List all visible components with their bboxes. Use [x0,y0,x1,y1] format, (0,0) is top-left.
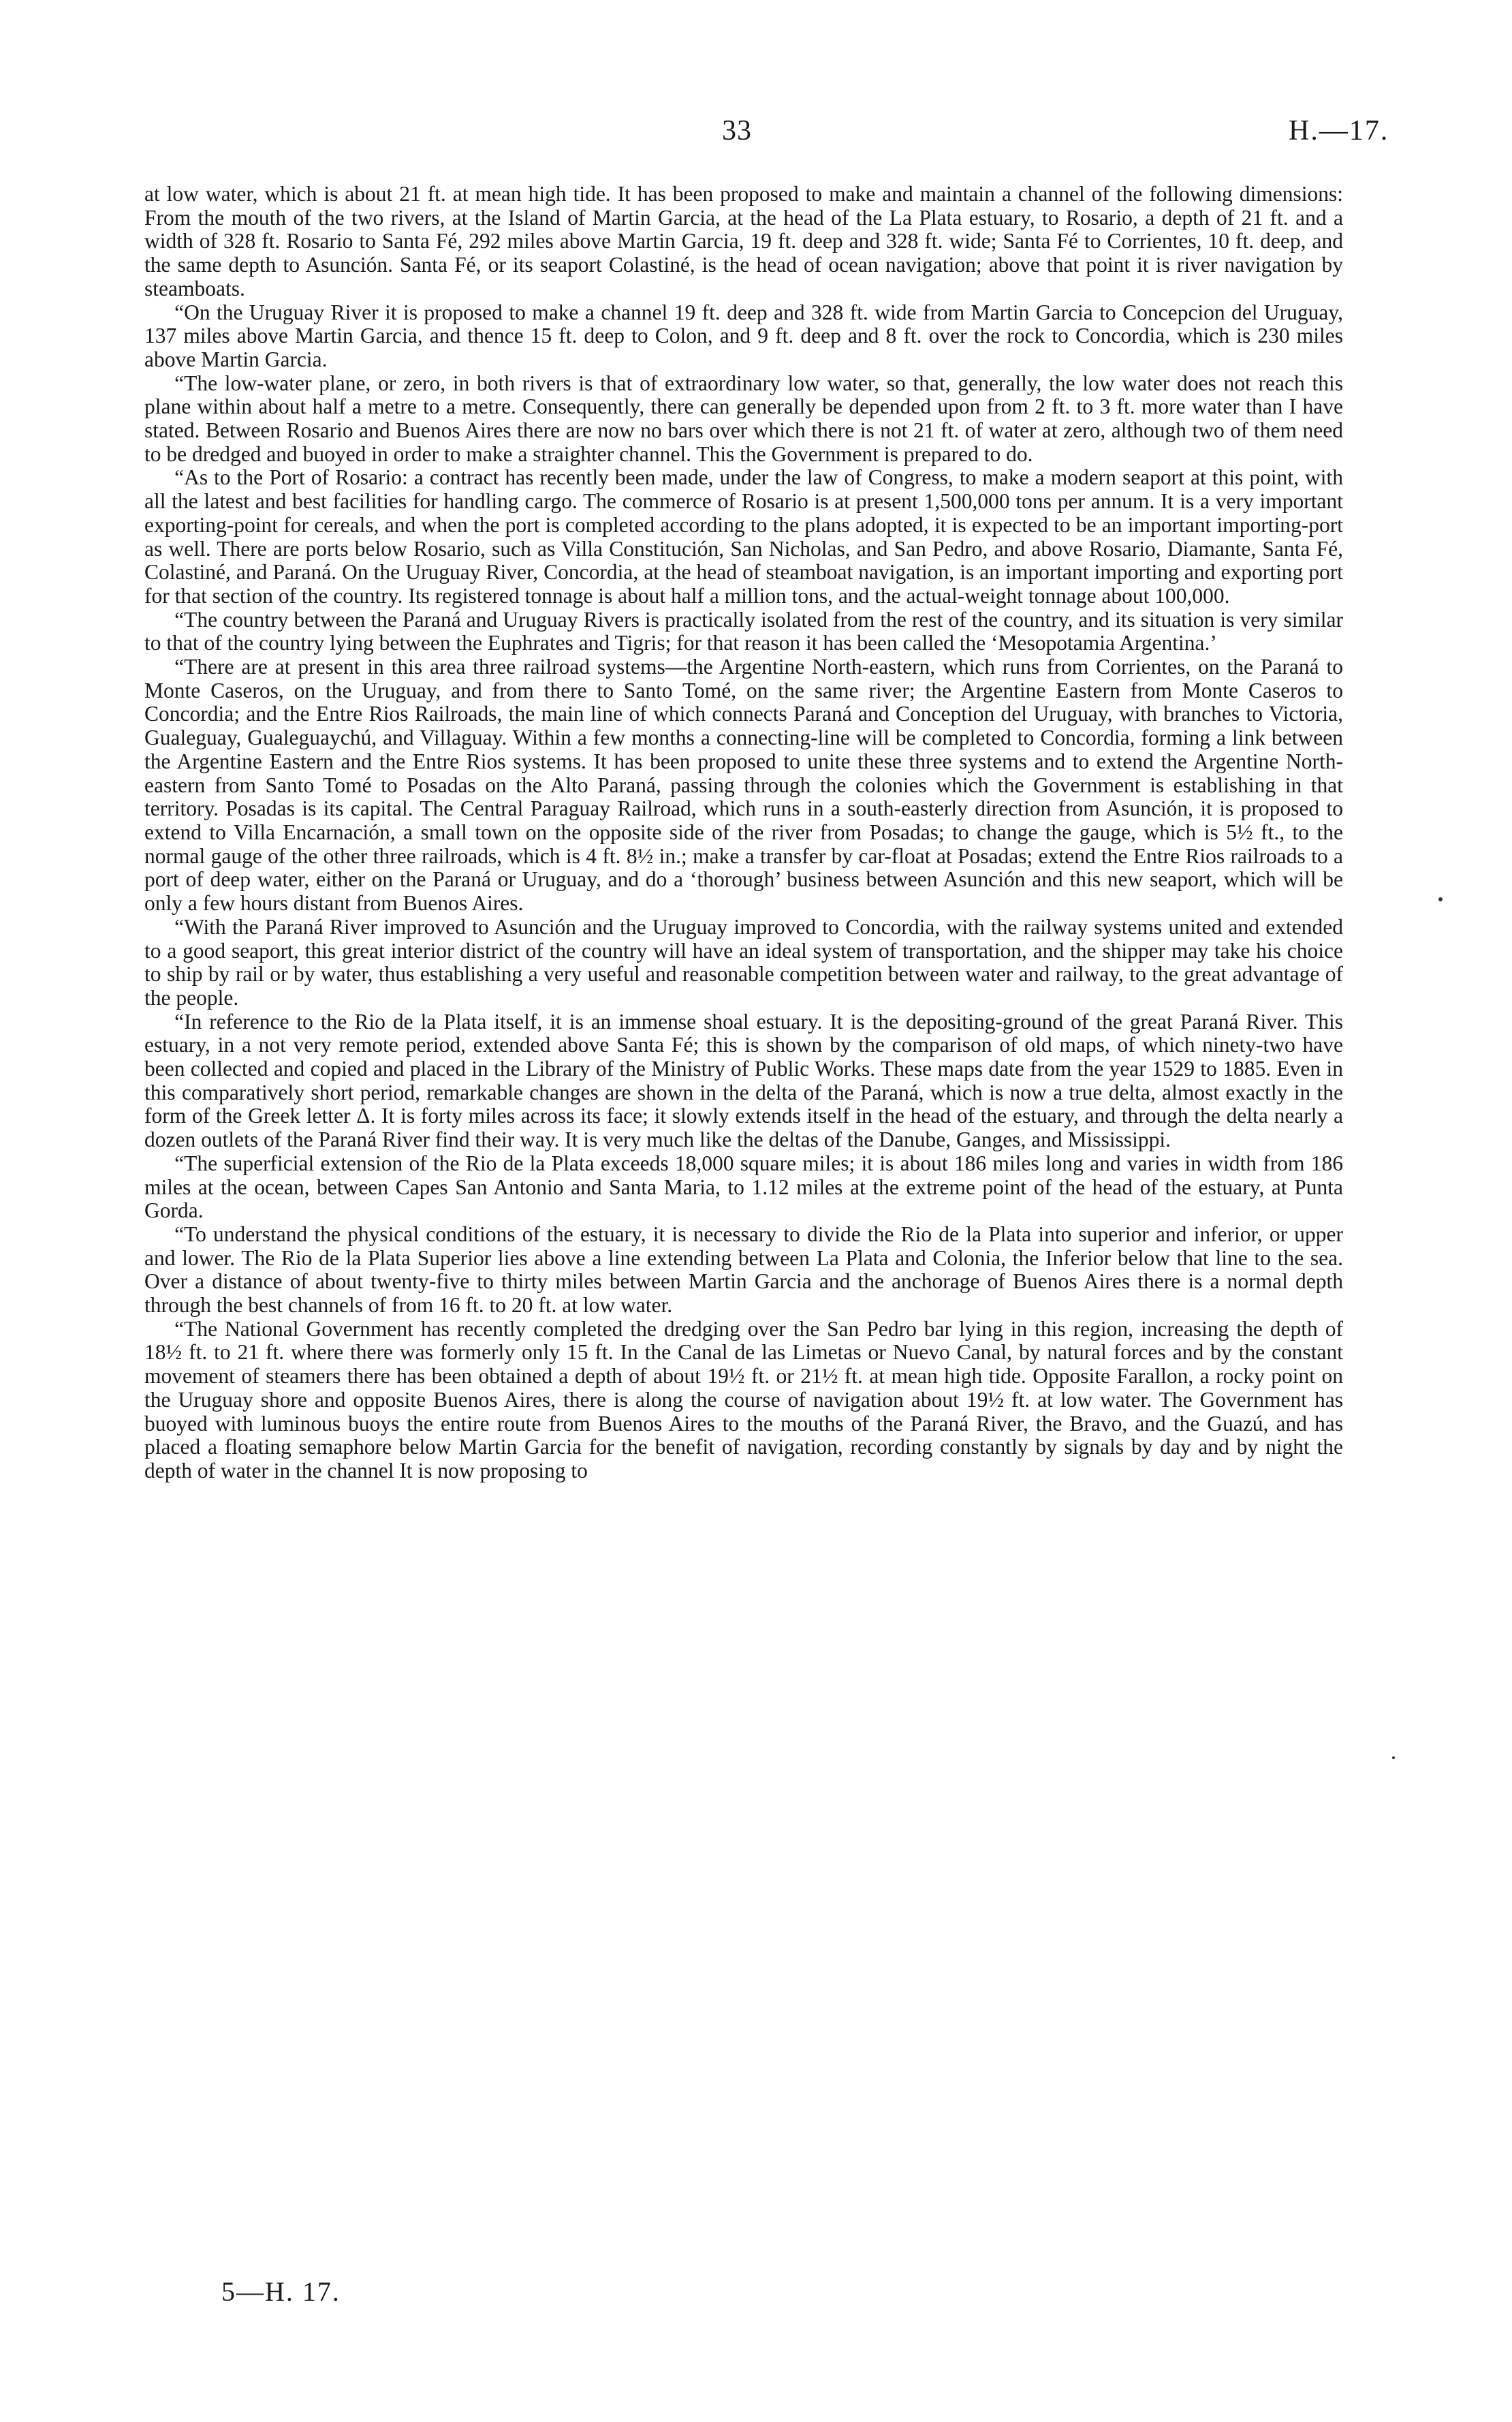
margin-mark [1392,1756,1395,1759]
paragraph-rio-de-la-plata: “In reference to the Rio de la Plata itself, it is an immense shoal estuary. It is the depositing-ground of the great Paraná River. This estuary, in a not very remote period, extended above Santa Fé; this is shown by the comparison of old maps, of which ninety-two have been collected and copied and placed in the Library of the Ministry of Public Works. These maps date from the year 1529 to 1885. Even in this comparatively short period, remarkable changes are shown in the delta of the Paraná, which is now a true delta, almost exactly in the form of the Greek letter Δ. It is forty miles across its face; it slowly extends itself in the head of the estuary, and through the delta nearly a dozen outlets of the Paraná River find their way. It is very much like the deltas of the Danube, Ganges, and Mississippi. [144,1009,1343,1152]
signature-mark: 5—H. 17. [221,2276,341,2307]
paragraph-mesopotamia: “The country between the Paraná and Uruguay Rivers is practically isolated from the rest of the country, and its situation is very similar to that of the country lying between the Euphrates and Tigris; for that reason it has been called the ‘Mesopotamia Argentina.’ [144,607,1343,655]
paragraph-dredging: “The National Government has recently completed the dredging over the San Pedro bar lying in this region, increasing the depth of 18½ ft. to 21 ft. where there was formerly only 15 ft. In the Canal de las Limetas or Nuevo Canal, by natural forces and by the constant movement of steamers there has been obtained a depth of about 19½ ft. or 21½ ft. at mean high tide. Opposite Farallon, a rocky point on the Uruguay shore and opposite Buenos Aires, there is along the course of navigation about 19½ ft. at low water. The Government has buoyed with luminous buoys the entire route from Buenos Aires to the mouths of the Paraná River, the Bravo, and the Guazú, and has placed a floating semaphore below Martin Garcia for the benefit of navigation, recording constantly by signals by day and by night the depth of water in the channel It is now proposing to [144,1316,1343,1482]
paragraph-physical-conditions: “To understand the physical conditions of the estuary, it is necessary to divide the Rio de la Plata into superior and inferior, or upper and lower. The Rio de la Plata Superior lies above a line extending between La Plata and Colonia, the Inferior below that line to the sea. Over a distance of about twenty-five to thirty miles between Martin Garcia and the anchorage of Buenos Aires there is a normal depth through the best channels of from 16 ft. to 20 ft. at low water. [144,1222,1343,1318]
body-text [144,183,1343,1483]
paragraph-transportation: “With the Paraná River improved to Asunción and the Uruguay improved to Concordia, with the railway systems united and extended to a good seaport, this great interior district of the country will have an ideal system of transportation, and the shipper may take his choice to ship by rail or by water, thus establishing a very useful and reasonable competition between water and railway, to the great advantage of the people. [144,914,1343,1010]
paragraph-railroad-systems: “There are at present in this area three railroad systems—the Argentine North-eastern, which runs from Corrientes, on the Paraná to Monte Caseros, on the Uruguay, and from there to Santo Tomé, on the same river; the Argentine Eastern from Monte Caseros to Concordia; and the Entre Rios Railroads, the main line of which connects Paraná and Conception del Uruguay, with branches to Victoria, Gualeguay, Gualeguaychú, and Villaguay. Within a few months a connecting-line will be completed to Concordia, forming a link between the Argentine Eastern and the Entre Rios systems. It has been proposed to unite these three systems and to extend the Argentine North-eastern from Santo Tomé to Posadas on the Alto Paraná, passing through the colonies which the Government is establishing in that territory. Posadas is its capital. The Central Paraguay Railroad, which runs in a south-easterly direction from Asunción, it is proposed to extend to Villa Encarnación, a small town on the opposite side of the river from Posadas; to change the gauge, which is 5½ ft., to the normal gauge of the other three railroads, which is 4 ft. 8½ in.; make a transfer by car-float at Posadas; extend the Entre Rios railroads to a port of deep water, either on the Paraná or Uruguay, and do a ‘thorough’ business between Asunción and this new seaport, which will be only a few hours distant from Buenos Aires. [144,655,1343,916]
document-reference: H.—17. [1289,115,1389,146]
paragraph-continuation: at low water, which is about 21 ft. at mean high tide. It has been proposed to make and maintain a channel of the following dimensions: From the mouth of the two rivers, at the Island of Martin Garcia, at the head of the La Plata estuary, to Rosario, a depth of 21 ft. and a width of 328 ft. Rosario to Santa Fé, 292 miles above Martin Garcia, 19 ft. deep and 328 ft. wide; Santa Fé to Corrientes, 10 ft. deep, and the same depth to Asunción. Santa Fé, or its seaport Colastiné, is the head of ocean navigation; above that point it is river navigation by steamboats. [144,182,1343,300]
paragraph-low-water-plane: “The low-water plane, or zero, in both rivers is that of extraordinary low water, so that, generally, the low water does not reach this plane within about half a metre to a metre. Consequently, there can generally be depended upon from 2 ft. to 3 ft. more water than I have stated. Between Rosario and Buenos Aires there are now no bars over which there is not 21 ft. of water at zero, although two of them need to be dredged and buoyed in order to make a straighter channel. This the Government is prepared to do. [144,371,1343,466]
paragraph-uruguay-channel: “On the Uruguay River it is proposed to make a channel 19 ft. deep and 328 ft. wide from Martin Garcia to Concepcion del Uruguay, 137 miles above Martin Garcia, and thence 15 ft. deep to Colon, and 9 ft. deep and 8 ft. over the rock to Concordia, which is 230 miles above Martin Garcia. [144,300,1343,371]
page-header [0,114,1512,155]
paragraph-superficial-extension: “The superficial extension of the Rio de la Plata exceeds 18,000 square miles; it is about 186 miles long and varies in width from 186 miles at the ocean, between Capes San Antonio and Santa Maria, to 1.12 miles at the extreme point of the head of the estuary, at Punta Gorda. [144,1151,1343,1223]
margin-mark [1438,897,1443,901]
paragraph-port-of-rosario: “As to the Port of Rosario: a contract has recently been made, under the law of Congress, to make a modern seaport at this point, with all the latest and best facilities for handling cargo. The commerce of Rosario is at present 1,500,000 tons per annum. It is a very important exporting-point for cereals, and when the port is completed according to the plans adopted, it is expected to be an important importing-port as well. There are ports below Rosario, such as Villa Constitución, San Nicholas, and San Pedro, and above Rosario, Diamante, Santa Fé, Colastiné, and Paraná. On the Uruguay River, Concordia, at the head of steamboat navigation, is an important importing and exporting port for that section of the country. Its registered tonnage is about half a million tons, and the actual-weight tonnage about 100,000. [144,465,1343,608]
page-number: 33 [722,115,752,146]
